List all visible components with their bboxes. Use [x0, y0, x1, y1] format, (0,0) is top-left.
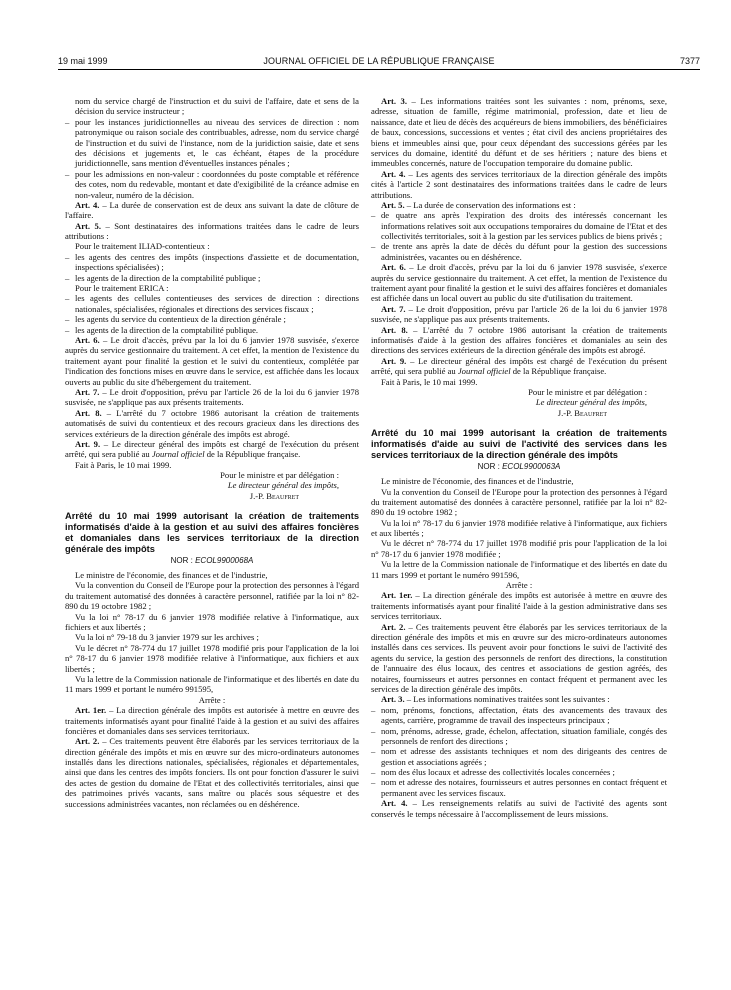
list-item: – les agents du service du contentieux de la direction générale ; [65, 314, 359, 324]
list-item: – les agents des cellules contentieuses des services de direction : directions nationales, spécialisées, régionales et directions des services fiscaux ; [65, 293, 359, 314]
article-number: Art. 6. [75, 334, 100, 345]
article-text: – Les agents des services territoriaux de la direction générale des impôts cités à l'article 2 sont destinataires des informations traitées dans le cadre de leurs attributions. [371, 168, 667, 200]
paragraph: Vu le décret n° 78-774 du 17 juillet 1978 modifié pris pour l'application de la loi n° 78-17 du 6 janvier 1978 modifiée ; [371, 538, 667, 559]
signing-place-date: Fait à Paris, le 10 mai 1999. [381, 376, 478, 387]
article [65, 335, 359, 387]
article-number: Art. 3. [381, 96, 407, 106]
article [65, 736, 359, 809]
article-number: Art. 5. [381, 199, 405, 210]
paragraph: Vu la lettre de la Commission nationale de l'informatique et des libertés en date du 11 mars 1999 et portant le numéro 991595, [65, 673, 359, 695]
paragraph: Vu la loi n° 78-17 du 6 janvier 1978 modifiée relative à l'informatique, aux fichiers et aux libertés ; [371, 517, 667, 539]
paragraph: nom du service chargé de l'instruction et du suivi de l'affaire, date et sens de la décision du service instructeur ; [75, 96, 359, 117]
list-item: – nom, prénoms, fonctions, affectation, états des avancements des travaux des agents, carrière, programme de travail des inspecteurs principaux ; [371, 705, 667, 726]
header-page-number: 7377 [679, 56, 700, 66]
article [371, 262, 667, 304]
list-item: – de trente ans après la date de décès du défunt pour la gestion des successions administrées, vacantes ou en déshérence. [371, 241, 667, 262]
article-number: Art. 7. [381, 303, 406, 314]
article-text: – La durée de conservation est de deux ans suivant la date de clôture de l'affaire. [65, 199, 359, 221]
paragraph: Pour le traitement ILIAD-contentieux : [75, 241, 210, 252]
article [65, 705, 359, 736]
list-item: – pour les instances juridictionnelles au niveau des services de direction : nom patronymique ou raison sociale des contribuables, adresse, nom du service chargé de l'instruction et du suivi de l'instance, nom de la juridiction saisie, date et sens des décisions et jugements et, le cas échéant, étapes de la procédure juridictionnelle, sans mention d'éventuelles instances pénales ; [65, 117, 359, 169]
article [371, 622, 667, 695]
paragraph: Vu la loi n° 79-18 du 3 janvier 1979 sur les archives ; [75, 632, 259, 643]
article-number: Art. 2. [75, 736, 100, 747]
header-journal-title: JOURNAL OFFICIEL DE LA RÉPUBLIQUE FRANÇAISE [263, 56, 495, 66]
list-item: – nom, prénoms, adresse, grade, échelon, affectation, situation familiale, congés des personnels de renfort des directions ; [371, 726, 667, 747]
article-text: – La direction générale des impôts est autorisée à mettre en œuvre des traitements informatisés ayant pour finalité l'aide à la gestion et au suivi des affaires foncières et domaniales dans ses services territoriaux. [65, 705, 359, 736]
list-item: – nom des élus locaux et adresse des collectivités locales concernées ; [371, 767, 667, 777]
right-column [371, 96, 667, 819]
paragraph: Vu la loi n° 78-17 du 6 janvier 1978 modifiée relative à l'informatique, aux fichiers et aux libertés ; [65, 611, 359, 632]
list-item: – de quatre ans après l'expiration des droits des intéressés concernant les informations relatives soit aux occupations temporaires du domaine de l'Etat et des collectivités territoriales, soit à la gestion par les services publics de biens privés ; [371, 210, 667, 241]
article-number: Art. 1er. [381, 590, 413, 601]
article-text: – Le droit d'opposition, prévu par l'article 26 de la loi du 6 janvier 1978 susvisée, ne s'applique pas aux présents traitements. [65, 386, 359, 408]
paragraph: Le ministre de l'économie, des finances et de l'industrie, [75, 570, 268, 581]
article [371, 304, 667, 325]
article-number: Art. 5. [75, 220, 101, 231]
page-header [58, 56, 700, 70]
article-text: – Sont destinataires des informations traitées dans le cadre de leurs attributions : [65, 220, 360, 242]
signature-role: Le directeur général des impôts, [227, 480, 339, 491]
article-text: de la République française. [510, 366, 607, 377]
header-rule [58, 69, 700, 70]
article-text: – Les renseignements relatifs au suivi de l'activité des agents sont conservés le temps nécessaire à l'accomplissement de leurs missions. [371, 798, 667, 819]
article [65, 200, 359, 221]
article [371, 590, 667, 621]
article-text: – La durée de conservation des informations est : [404, 199, 576, 210]
paragraph: Vu la convention du Conseil de l'Europe pour la protection des personnes à l'égard du traitement automatisé des données à caractère personnel, ratifiée par la loi n° 82-890 du 19 octobre 1982 ; [371, 486, 667, 518]
article [371, 96, 667, 169]
article-number: Art. 1er. [75, 705, 107, 716]
list-item: – les agents de la direction de la comptabilité publique ; [65, 273, 359, 283]
nor-code: ECOL9900063A [502, 462, 561, 472]
paragraph: Vu la convention du Conseil de l'Europe pour la protection des personnes à l'égard du traitement automatisé des données à caractère personnel, ratifiée par la loi n° 82-890 du 19 octobre 1982 ; [65, 580, 359, 612]
article-number: Art. 4. [381, 168, 406, 179]
article-number: Art. 3. [381, 694, 405, 705]
paragraph: Vu la lettre de la Commission nationale de l'informatique et des libertés en date du 11 mars 1999 et portant le numéro 991596, [371, 559, 667, 580]
article [65, 221, 359, 242]
signatory-name: J.-P. Beaufret [249, 490, 299, 501]
article-number: Art. 9. [75, 438, 101, 449]
article [371, 798, 667, 819]
left-column [65, 96, 359, 809]
article-number: Art. 4. [381, 798, 408, 809]
article-text: – Les informations nominatives traitées sont les suivantes : [404, 694, 610, 705]
paragraph: Vu le décret n° 78-774 du 17 juillet 1978 modifié pris pour l'application de la loi n° 78-17 du 6 janvier 1978 modifiée relative à l'informatique, aux fichiers et aux libertés ; [65, 642, 359, 674]
article-number: Art. 7. [75, 386, 100, 397]
article [65, 439, 359, 460]
list-item: – nom et adresse des notaires, fournisseurs et autres personnes en contact fréquent et permanent avec les services fiscaux. [371, 777, 667, 798]
journal-name: Journal officiel [457, 366, 511, 377]
paragraph: Pour le traitement ERICA : [75, 283, 169, 294]
article-number: Art. 2. [381, 621, 406, 632]
article [371, 694, 667, 704]
article-number: Art. 8. [75, 407, 102, 418]
nor-reference: NOR : ECOL9900063A [477, 462, 561, 472]
arrete-heading: Arrête : [198, 694, 226, 705]
nor-reference: NOR : ECOL9900068A [170, 556, 254, 566]
article-text: – L'arrêté du 7 octobre 1986 autorisant la création de traitements automatisés de suivi du contentieux et des recours gracieux dans les directions des services extérieurs de la direction générale des impôts est abrogé. [65, 407, 359, 439]
article [65, 408, 359, 439]
article-text: – Les informations traitées sont les suivantes : nom, prénoms, sexe, adresse, situation de famille, régime matrimonial, profession, date et lieu de naissance, date et lieu de décès des acquéreurs de biens immobiliers, des bénéficiaires de baux, concessions, successions et ventes ; état civil des anciens propriétaires des biens et immeubles ainsi que, pour ceux dépendant des successions gérées par les services du domaine, identité du défunt et de ses héritiers ; nature des biens et immeubles concernés, nature de l'occupation temporaire du domaine public. [371, 96, 667, 169]
decree-title: Arrêté du 10 mai 1999 autorisant la création de traitements informatisés d'aide à la gestion et au suivi des affaires foncières et domaniales dans les services territoriaux de la direction générale des impôts [65, 511, 359, 554]
article-text: – Le directeur général des impôts est chargé de l'exécution du présent arrêté, qui sera publié au [65, 438, 359, 460]
article [371, 169, 667, 200]
signature-line: Pour le ministre et par délégation : [528, 386, 647, 397]
article [371, 325, 667, 356]
article-number: Art. 9. [381, 355, 407, 366]
signature-role: Le directeur général des impôts, [535, 397, 647, 408]
list-item: – pour les admissions en non-valeur : coordonnées du poste comptable et référence des cotes, nom du redevable, montant et date d'exigibilité de la créance admise en non-valeur, numéro de la décision. [65, 169, 359, 200]
paragraph: Le ministre de l'économie, des finances et de l'industrie, [381, 476, 574, 487]
list-item: – les agents de la direction de la comptabilité publique. [65, 325, 359, 335]
decree-title: Arrêté du 10 mai 1999 autorisant la création de traitements informatisés d'aide au suivi de l'activité des services dans les services territoriaux de la direction générale des impôts [371, 428, 667, 460]
article-text: – Le directeur général des impôts est chargé de l'exécution du présent arrêté, qui sera publié au [371, 355, 667, 377]
article [65, 387, 359, 408]
article-text: – Le droit d'accès, prévu par la loi du 6 janvier 1978 susvisée, s'exerce auprès du service gestionnaire du traitement. A cet effet, la mention de l'existence du traitement ayant pour finalité la gestion et le suivi des affaires foncières et domaniales est affichée dans un local ouvert au public du site d'utilisation du traitement. [371, 262, 667, 304]
arrete-heading: Arrête : [505, 580, 533, 591]
article-number: Art. 4. [75, 199, 100, 210]
article-number: Art. 8. [381, 324, 408, 335]
article-text: – La direction générale des impôts est autorisée à mettre en œuvre des traitements informatisés ayant pour finalité l'aide à la gestion administrative dans ses services territoriaux. [371, 590, 667, 622]
nor-code: ECOL9900068A [195, 556, 254, 566]
article-text: – Le droit d'accès, prévu par la loi du 6 janvier 1978 susvisée, s'exerce auprès du service gestionnaire du traitement. A cet effet, la mention de l'existence du traitement ayant pour finalité la gestion et le suivi du contentieux, complétée par l'indication des fonctions mises en œuvre dans le service, est affichée dans les locaux ouverts au public du site d'hébergement du traitement. [65, 334, 360, 387]
journal-name: Journal officiel [151, 449, 205, 460]
article-text: – Le droit d'opposition, prévu par l'article 26 de la loi du 6 janvier 1978 susvisée, ne s'applique pas aux présents traitements. [371, 303, 667, 325]
signature-line: Pour le ministre et par délégation : [220, 470, 339, 481]
signatory-name: J.-P. Beaufret [557, 407, 607, 418]
header-date: 19 mai 1999 [58, 56, 108, 66]
article-text: – Ces traitements peuvent être élaborés par les services territoriaux de la direction générale des impôts et mis en œuvre sur des micro-ordinateurs autonomes installés dans ces services. Ils peuvent avoir pour fonctions le suivi de l'activité des agents du service, la gestion des personnels de renfort des directions, la constitution de l'annuaire des élus locaux, des centres et associations de gestion agréés, des notaires, fournisseurs et autres personnes en contact fréquent et permanent avec les services de la direction générale des impôts. [371, 621, 667, 694]
article [371, 200, 667, 210]
article-text: de la République française. [204, 449, 301, 460]
article-number: Art. 6. [381, 262, 406, 273]
article-text: – L'arrêté du 7 octobre 1986 autorisant la création de traitements informatisés d'aide à la gestion des affaires foncières et domaniales au sein des directions des services extérieurs de la direction générale des impôts est abrogé. [371, 324, 668, 356]
article-text: – Ces traitements peuvent être élaborés par les services territoriaux de la direction générale des impôts et mis en œuvre sur des micro-ordinateurs autonomes installés dans les directions nationales, spécialisées, régionales et départementales, ainsi que dans les centres des impôts fonciers. Ils ont pour fonction d'assurer le suivi des actes de gestion du domaine de l'Etat et des collectivités territoriales, ainsi que des patrimoines privés vacants, sans maître ou placés sous séquestre et des successions administrées vacantes, non réclamées ou en déshérence. [65, 736, 359, 809]
list-item: – nom et adresse des assistants techniques et nom des dirigeants des centres de gestion et associations agréés ; [371, 746, 667, 767]
article [371, 356, 667, 377]
list-item: – les agents des centres des impôts (inspections d'assiette et de documentation, inspections spécialisées) ; [65, 252, 359, 273]
signing-place-date: Fait à Paris, le 10 mai 1999. [75, 459, 172, 470]
